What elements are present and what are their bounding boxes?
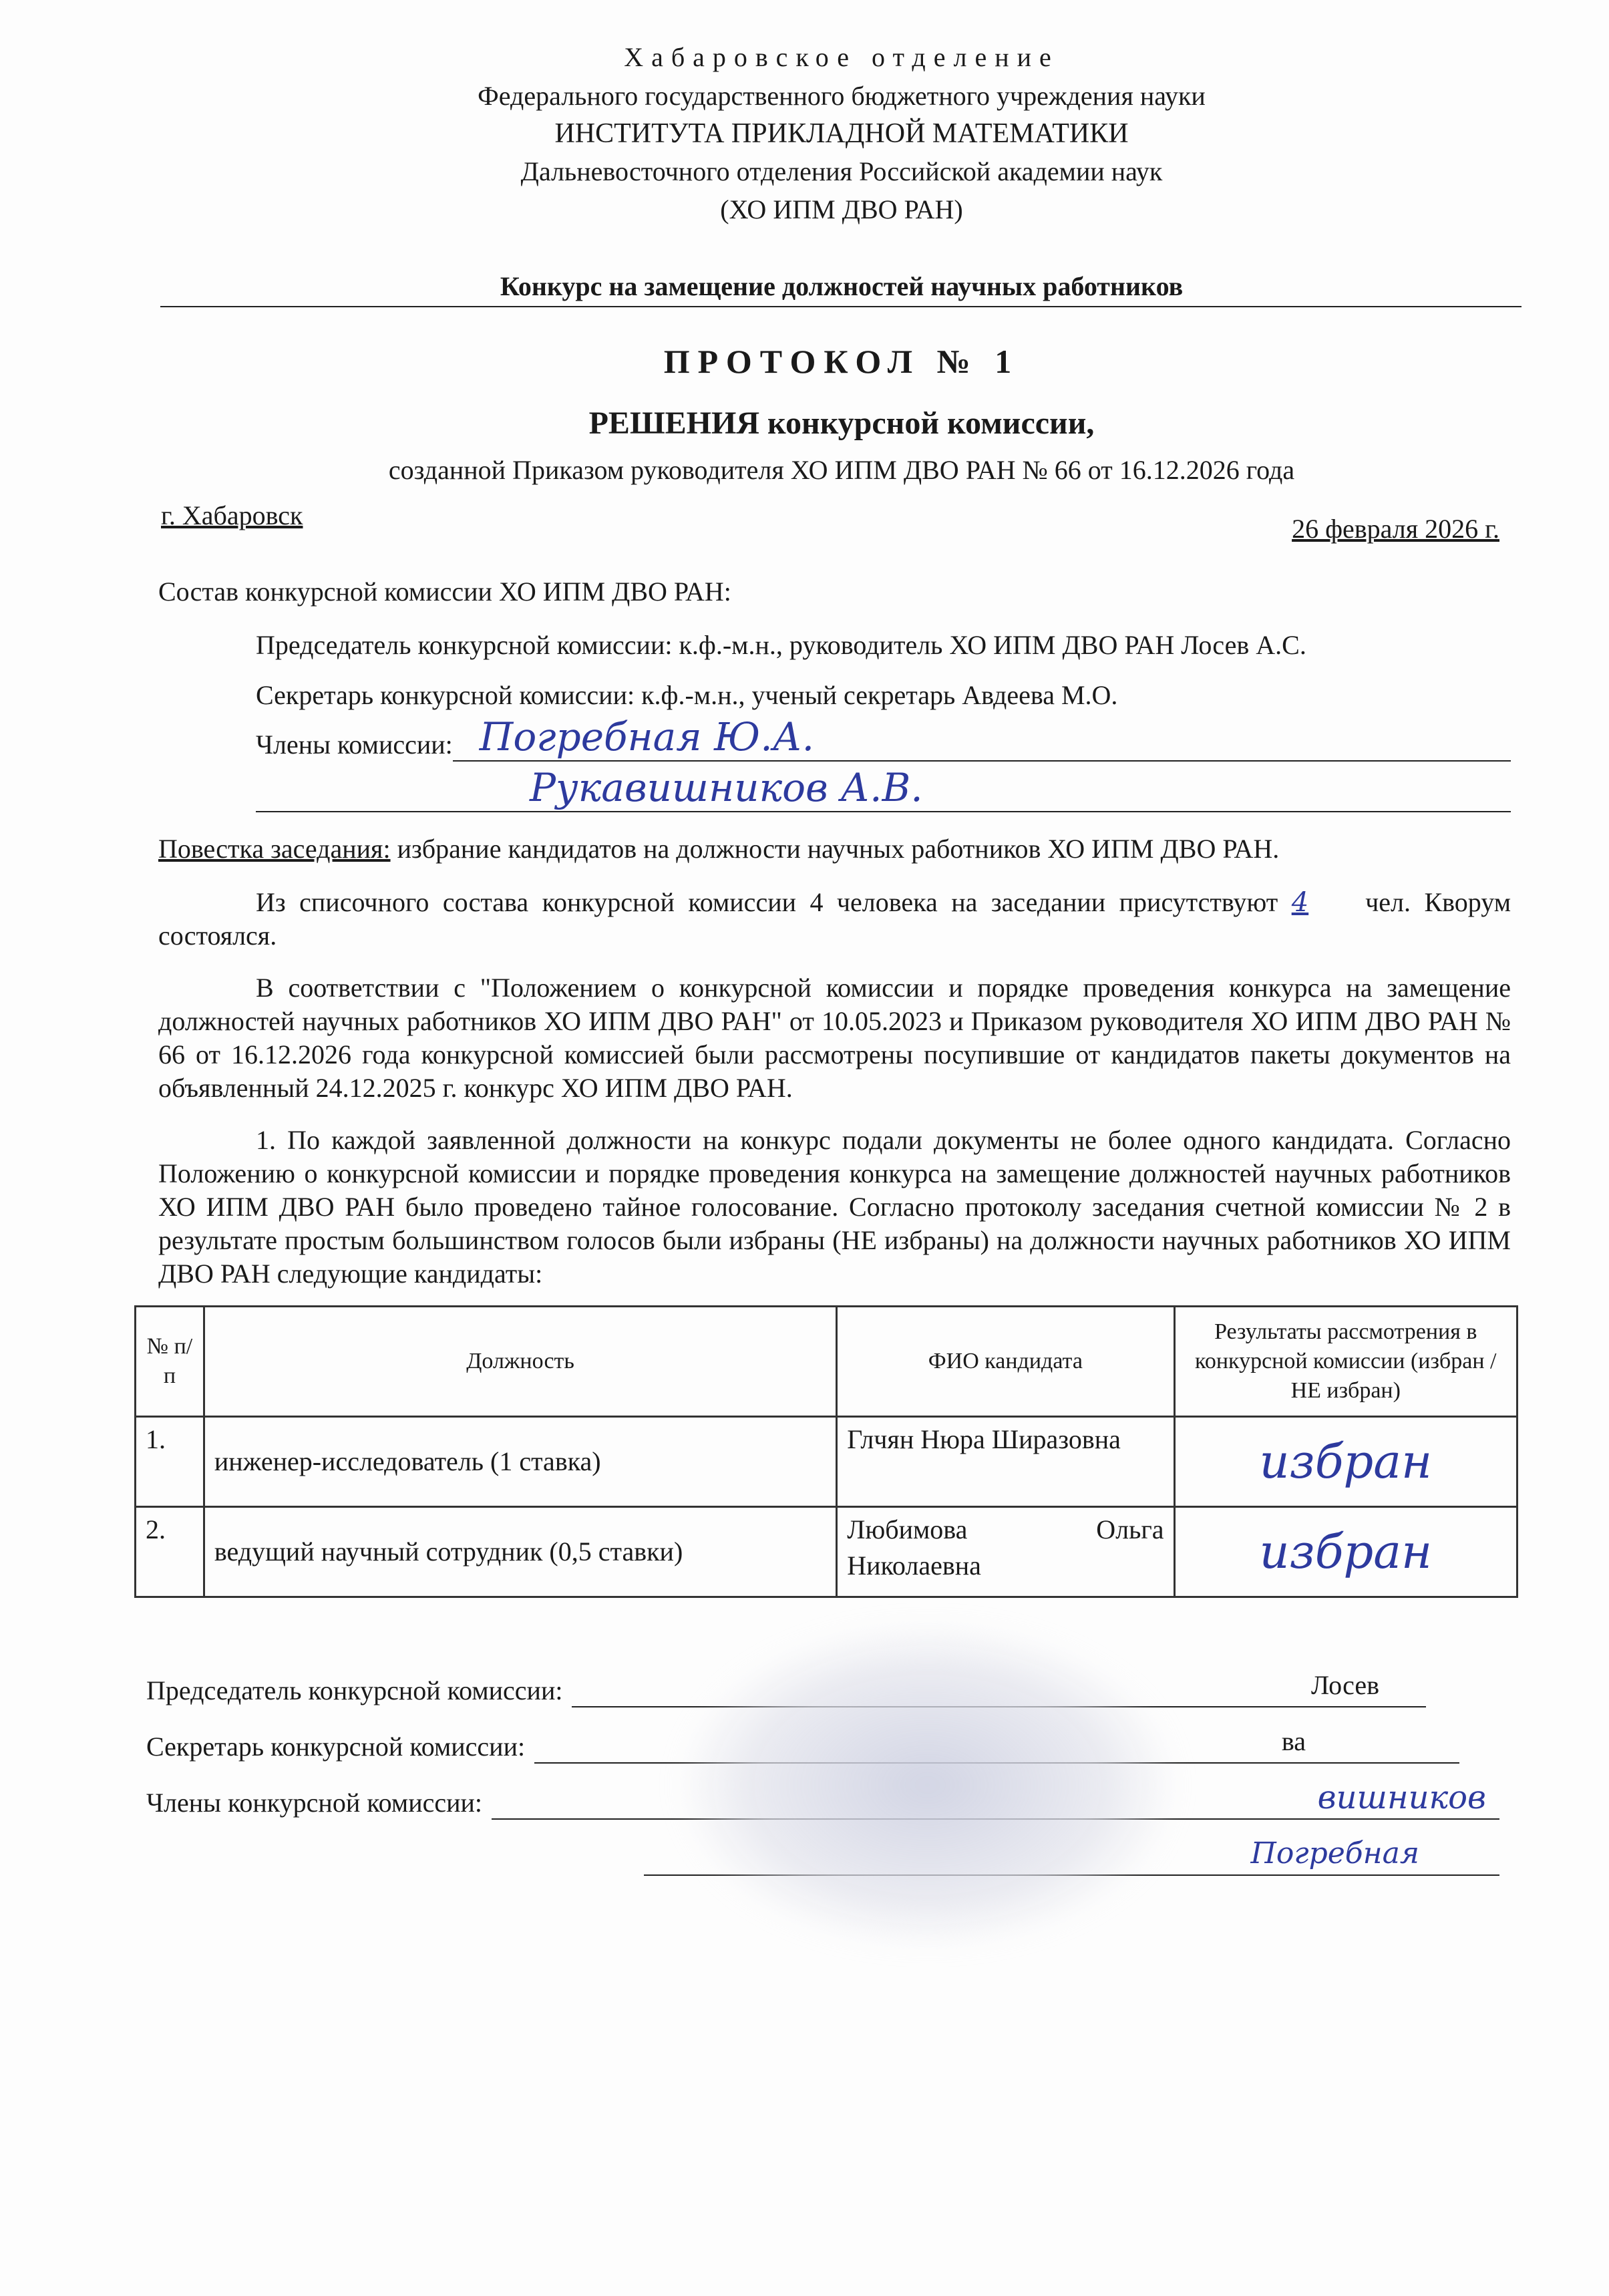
protocol-title: ПРОТОКОЛ № 1 — [663, 343, 1020, 380]
header-line4: Дальневосточного отделения Российской академии наук — [520, 156, 1163, 186]
member2-signature-name: Погребная — [1250, 1836, 1419, 1870]
created-by: созданной Приказом руководителя ХО ИПМ ДВО РАН № 66 от 16.12.2026 года — [388, 455, 1295, 485]
member-line-1 — [453, 711, 1511, 762]
decision-title — [0, 405, 1609, 442]
secretary-signature-name: ва — [1281, 1726, 1306, 1756]
members-signature-label: Члены конкурсной комиссии: — [146, 1788, 483, 1818]
date: 26 февраля 2026 г. — [1292, 514, 1499, 544]
table-row — [136, 1507, 1517, 1597]
member2-handwritten: Рукавишников А.В. — [530, 765, 923, 810]
row-name: Любимова Ольга Николаевна — [837, 1507, 1174, 1597]
header-name: ФИО кандидата — [837, 1307, 1174, 1417]
row-position: ведущий научный сотрудник (0,5 ставки) — [204, 1507, 836, 1597]
chair-line: Председатель конкурсной комиссии: к.ф.-м.н., руководитель ХО ИПМ ДВО РАН Лосев А.С. — [256, 630, 1306, 660]
decision-rest: конкурсной комиссии, — [759, 405, 1095, 441]
signatures-block — [146, 1651, 1499, 1876]
header-divider — [160, 306, 1522, 307]
quorum-text1: Из списочного состава конкурсной комиссии 4 человека на заседании присутствуют — [256, 887, 1278, 917]
agenda — [158, 832, 1511, 866]
paragraph-results: 1. По каждой заявленной должности на конкурс подали документы не более одного кандидата. Согласно Положению о конкурсной комиссии и порядке проведения конкурса на замещение должностей научных работников ХО ИПМ ДВО РАН было проведено тайное голосование. Согласно протоколу заседания счетной комиссии № 2 в результате простым большинством голосов были избраны (НЕ избраны) на должности научных работников ХО ИПМ ДВО РАН следующие кандидаты: — [158, 1125, 1511, 1289]
agenda-label: Повестка заседания: — [158, 834, 391, 864]
header-line3: ИНСТИТУТА ПРИКЛАДНОЙ МАТЕМАТИКИ — [554, 118, 1129, 149]
members-label: Члены комиссии: — [256, 729, 453, 760]
paragraph-regulation: В соответствии с "Положением о конкурсной комиссии и порядке проведения конкурса на замещение должностей научных работников ХО ИПМ ДВО РАН" от 10.05.2023 и Приказом руководителя ХО ИПМ ДВО РАН № 66 от 16.12.2026 года конкурсной комиссией были рассмотрены посупившие от кандидатов пакеты документов на объявленный 24.12.2025 г. конкурс ХО ИПМ ДВО РАН. — [158, 973, 1511, 1103]
quorum — [158, 886, 1511, 953]
header-line5: (ХО ИПМ ДВО РАН) — [720, 194, 963, 224]
chair-signature-name: Лосев — [1310, 1670, 1379, 1700]
table-row — [136, 1417, 1517, 1507]
row-num: 2. — [136, 1507, 204, 1597]
quorum-count: 4 — [1291, 887, 1309, 918]
member-row-2 — [256, 762, 1511, 812]
row-num: 1. — [136, 1417, 204, 1507]
header-line2: Федерального государственного бюджетного учреждения науки — [478, 81, 1206, 111]
member-line-2 — [256, 762, 1511, 812]
members-row — [256, 711, 1511, 762]
redacted-signatures-blur — [681, 1625, 1175, 1945]
row-position: инженер-исследователь (1 ставка) — [204, 1417, 836, 1507]
member1-signature-name: вишников — [1317, 1779, 1486, 1816]
quorum-text2: чел. Кворум состоялся. — [158, 887, 1511, 951]
header-position: Должность — [204, 1307, 836, 1417]
header-num: № п/п — [136, 1307, 204, 1417]
agenda-text: избрание кандидатов на должности научных работников ХО ИПМ ДВО РАН. — [390, 834, 1280, 864]
row-result: избран — [1174, 1417, 1517, 1507]
secretary-line: Секретарь конкурсной комиссии: к.ф.-м.н., ученый секретарь Авдеева М.О. — [256, 680, 1118, 710]
row-result: избран — [1174, 1507, 1517, 1597]
contest-title: Конкурс на замещение должностей научных работников — [500, 271, 1184, 301]
header-result: Результаты рассмотрения в конкурсной комиссии (избран / НЕ избран) — [1174, 1307, 1517, 1417]
secretary-signature-label: Секретарь конкурсной комиссии: — [146, 1732, 526, 1762]
header-line1: Хабаровское отделение — [624, 42, 1059, 72]
composition-heading: Состав конкурсной комиссии ХО ИПМ ДВО РАН: — [158, 577, 731, 607]
candidates-table — [134, 1305, 1518, 1598]
place: г. Хабаровск — [161, 500, 303, 530]
chair-signature-label: Председатель конкурсной комиссии: — [146, 1675, 563, 1705]
row-name: Глчян Нюра Ширазовна — [837, 1417, 1174, 1507]
document-body — [146, 576, 1511, 1876]
decision-bold: РЕШЕНИЯ — [588, 405, 760, 441]
table-header-row — [136, 1307, 1517, 1417]
member1-handwritten: Погребная Ю.А. — [479, 714, 815, 760]
